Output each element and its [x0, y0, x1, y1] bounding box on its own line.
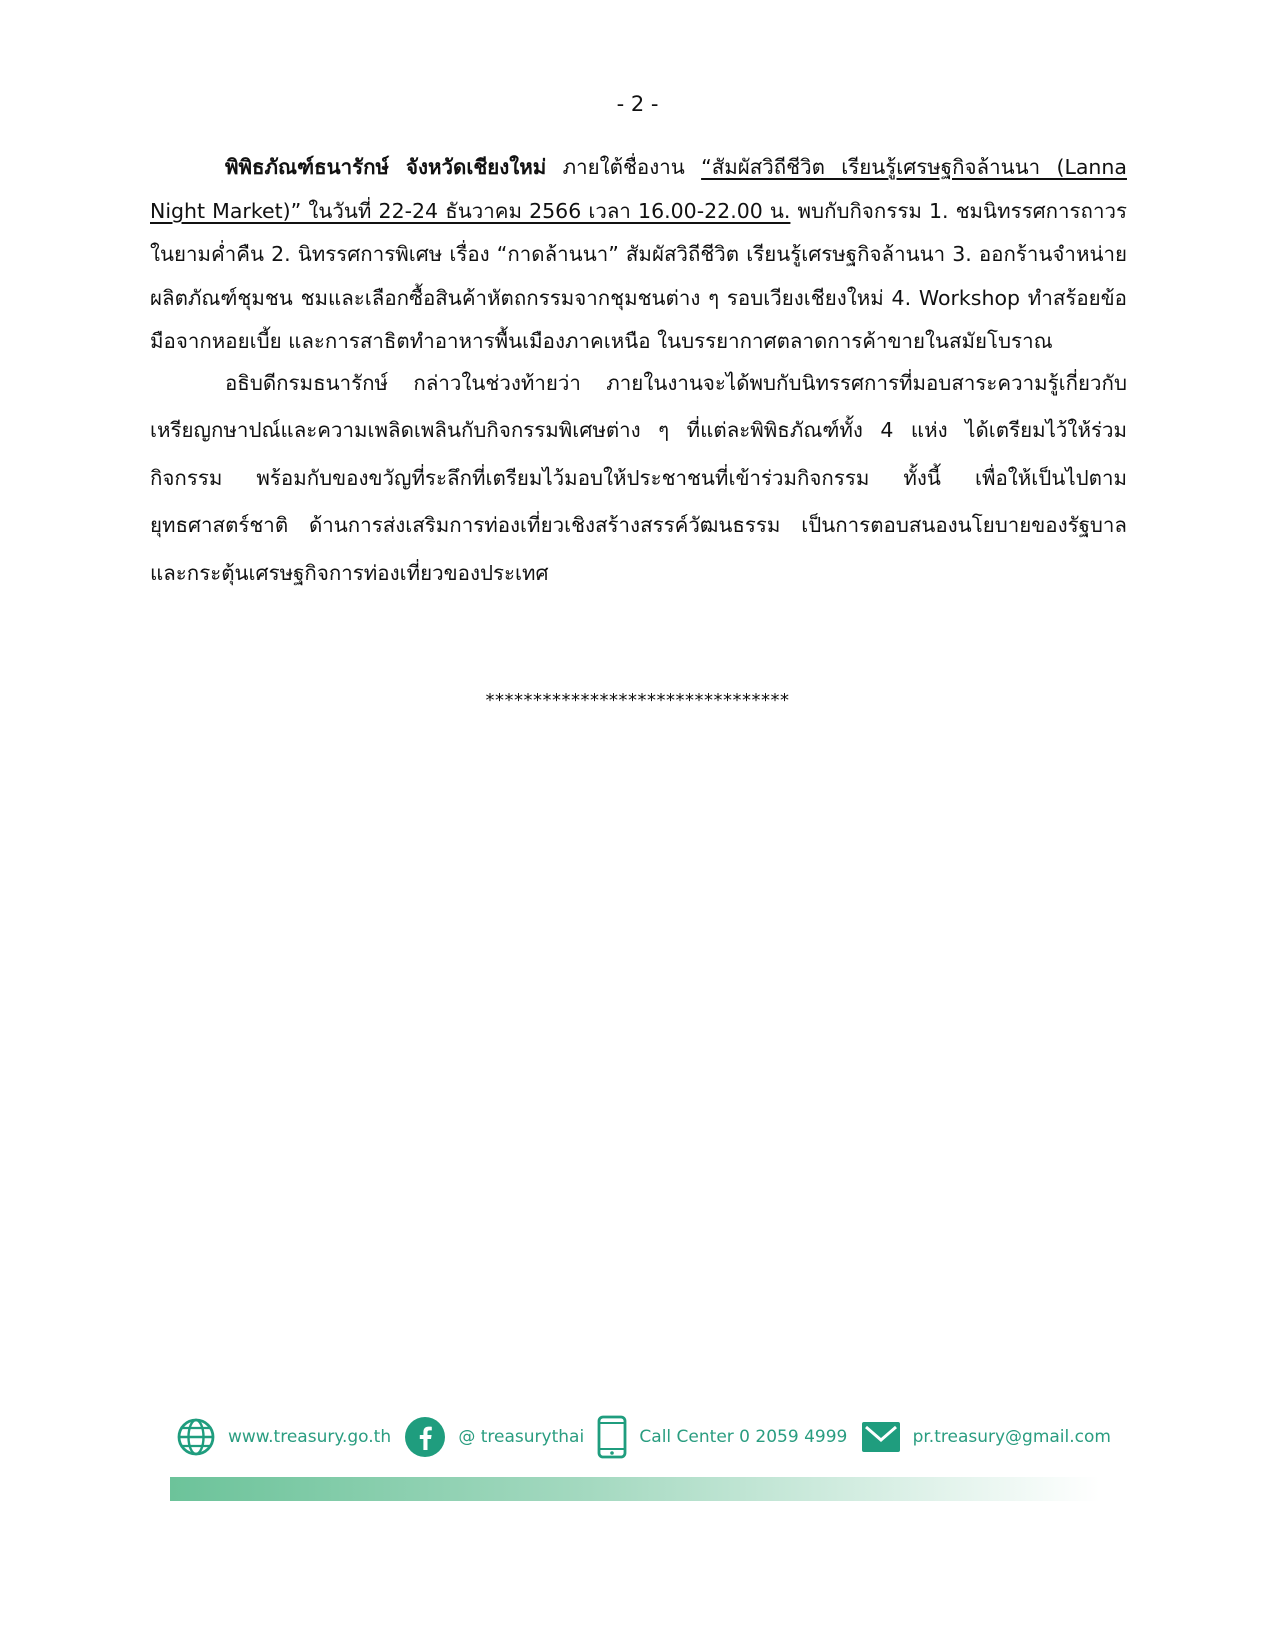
phone-text: Call Center 0 2059 4999: [639, 1427, 848, 1447]
website-contact[interactable]: [176, 1417, 391, 1457]
contact-footer: [176, 1412, 1111, 1462]
website-text: www.treasury.go.th: [228, 1427, 392, 1447]
globe-icon: [176, 1417, 216, 1457]
page-number: - 2 -: [616, 92, 659, 116]
museum-name: พิพิธภัณฑ์ธนารักษ์ จังหวัดเชียงใหม่: [225, 155, 547, 179]
paragraph-2: อธิบดีกรมธนารักษ์ กล่าวในช่วงท้ายว่า ภายในงานจะได้พบกับนิทรรศการที่มอบสาระความรู้เกี่ยวกับเหรียญกษาปณ์และความเพลิดเพลินกับกิจกรรมพิเศษต่าง ๆ ที่แต่ละพิพิธภัณฑ์ทั้ง 4 แห่ง ได้เตรียมไว้ให้ร่วมกิจกรรม พร้อมกับของขวัญที่ระลึกที่เตรียมไว้มอบให้ประชาชนที่เข้าร่วมกิจกรรม ทั้งนี้ เพื่อให้เป็นไปตามยุทธศาสตร์ชาติ ด้านการส่งเสริมการท่องเที่ยวเชิงสร้างสรรค์วัฒนธรรม เป็นการตอบสนองนโยบายของรัฐบาลและกระตุ้นเศรษฐกิจการท่องเที่ยวของประเทศ: [150, 370, 1127, 585]
facebook-icon: [404, 1416, 446, 1458]
paragraph-1-activities: พบกับกิจกรรม 1. ชมนิทรรศการถาวรในยามค่ำคืน 2. นิทรรศการพิเศษ เรื่อง “กาดล้านนา” สัมผัสวิถีชีวิต เรียนรู้เศรษฐกิจล้านนา 3. ออกร้านจำหน่ายผลิตภัณฑ์ชุมชน ชมและเลือกซื้อสินค้าหัตถกรรมจากชุมชนต่าง ๆ รอบเวียงเชียงใหม่ 4. Workshop ทำสร้อยข้อมือจากหอยเบี้ย และการสาธิตทำอาหารพื้นเมืองภาคเหนือ ในบรรยากาศตลาดการค้าขายในสมัยโบราณ: [150, 198, 1127, 353]
phone-contact[interactable]: [597, 1415, 847, 1459]
facebook-text: @ treasurythai: [458, 1427, 585, 1447]
paragraph-1: [150, 146, 1127, 364]
email-text: pr.treasury@gmail.com: [912, 1427, 1111, 1447]
event-name-underlined: “สัมผัสวิถีชีวิต เรียนรู้เศรษฐกิจล้านนา (Lanna Night Market)” ในวันที่ 22-24 ธันวาคม 2566 เวลา 16.00-22.00 น.: [150, 155, 1127, 223]
paragraph-1-intro: ภายใต้ชื่องาน: [562, 155, 685, 179]
mail-icon: [861, 1421, 901, 1453]
article-body: [150, 146, 1127, 597]
end-separator: ********************************: [485, 690, 790, 711]
footer-gradient-bar: [170, 1477, 1100, 1501]
email-contact[interactable]: [861, 1421, 1111, 1453]
facebook-contact[interactable]: [404, 1416, 584, 1458]
mobile-phone-icon: [597, 1415, 627, 1459]
